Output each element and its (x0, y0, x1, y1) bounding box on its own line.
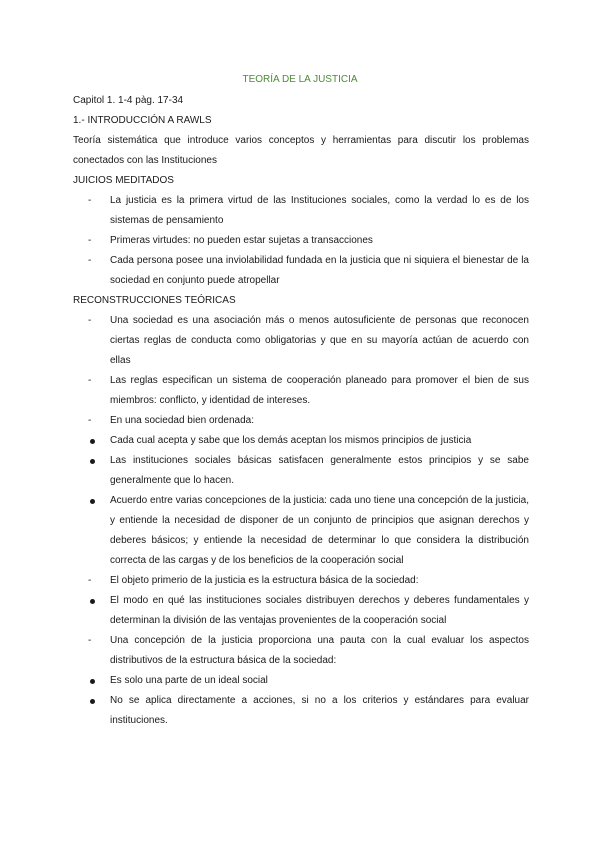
chapter-reference: Capitol 1. 1-4 pàg. 17-34 (73, 95, 184, 106)
list-item (73, 231, 529, 251)
section-heading-juicios: JUICIOS MEDITADOS (73, 175, 174, 186)
dash-marker: - (88, 415, 92, 426)
list-item (73, 251, 529, 291)
list-item (73, 591, 529, 631)
document-title: TEORÍA DE LA JUSTICIA (242, 74, 358, 85)
list-item (73, 631, 529, 671)
dash-marker: - (88, 575, 92, 586)
dash-marker: - (88, 195, 92, 206)
list-item (73, 371, 529, 411)
dash-marker: - (88, 635, 92, 646)
list-item-text: No se aplica directamente a acciones, si no a los criterios y estándares para evaluar instituciones. (110, 695, 529, 726)
list-item (73, 691, 529, 731)
list-item-text: Es solo una parte de un ideal social (110, 675, 268, 686)
dash-marker: - (88, 235, 92, 246)
section-heading-reconstrucciones: RECONSTRUCCIONES TEÓRICAS (73, 295, 236, 306)
list-item-text: Primeras virtudes: no pueden estar sujetas a transacciones (110, 235, 373, 246)
list-item (73, 571, 529, 591)
list-item-text: Una sociedad es una asociación más o menos autosuficiente de personas que reconocen ciertas reglas de conducta como obligatorias y que en su mayoría actúan de acuerdo con ellas (110, 315, 529, 366)
dash-marker: - (88, 375, 92, 386)
list-item-text: Una concepción de la justicia proporciona una pauta con la cual evaluar los aspectos distributivos de la estructura básica de la sociedad: (110, 635, 529, 666)
bullet-dot-icon (90, 679, 95, 684)
list-item (73, 311, 529, 371)
list-item (73, 451, 529, 491)
list-item (73, 191, 529, 231)
list-item (73, 491, 529, 571)
list-item-text: El modo en qué las instituciones sociales distribuyen derechos y deberes fundamentales y determinan la división de las ventajas provenientes de la cooperación social (110, 595, 529, 626)
bullet-dot-icon (90, 599, 95, 604)
list-item-text: El objeto primerio de la justicia es la estructura básica de la sociedad: (110, 575, 419, 586)
list-item-text: Acuerdo entre varias concepciones de la justicia: cada uno tiene una concepción de la justicia, y entiende la necesidad de disponer de un conjunto de principios que asignan derechos y deberes básicos; y entiende la necesidad de determinar lo que considera la distribución correcta de las cargas y de los beneficios de la cooperación social (110, 495, 529, 566)
list-item-text: Las reglas especifican un sistema de cooperación planeado para promover el bien de sus miembros: conflicto, y identidad de intereses. (110, 375, 529, 406)
list-item (73, 411, 529, 431)
list-item (73, 671, 529, 691)
list-item-text: La justicia es la primera virtud de las Instituciones sociales, como la verdad lo es de los sistemas de pensamiento (110, 195, 529, 226)
list-item-text: Cada persona posee una inviolabilidad fundada en la justicia que ni siquiera el bienestar de la sociedad en conjunto puede atropellar (110, 255, 529, 286)
list-item (73, 431, 529, 451)
bullet-dot-icon (90, 499, 95, 504)
intro-paragraph: Teoría sistemática que introduce varios conceptos y herramientas para discutir los problemas conectados con las Instituciones (73, 135, 529, 166)
document-body (73, 91, 529, 731)
bullet-dot-icon (90, 439, 95, 444)
dash-marker: - (88, 315, 92, 326)
reconstrucciones-list (73, 311, 529, 731)
bullet-dot-icon (90, 699, 95, 704)
dash-marker: - (88, 255, 92, 266)
juicios-list (73, 191, 529, 291)
list-item-text: Cada cual acepta y sabe que los demás aceptan los mismos principios de justicia (110, 435, 472, 446)
section-heading-introduction: 1.- INTRODUCCIÓN A RAWLS (73, 115, 212, 126)
bullet-dot-icon (90, 459, 95, 464)
list-item-text: Las instituciones sociales básicas satisfacen generalmente estos principios y se sabe generalmente que lo hacen. (110, 455, 529, 486)
list-item-text: En una sociedad bien ordenada: (110, 415, 255, 426)
